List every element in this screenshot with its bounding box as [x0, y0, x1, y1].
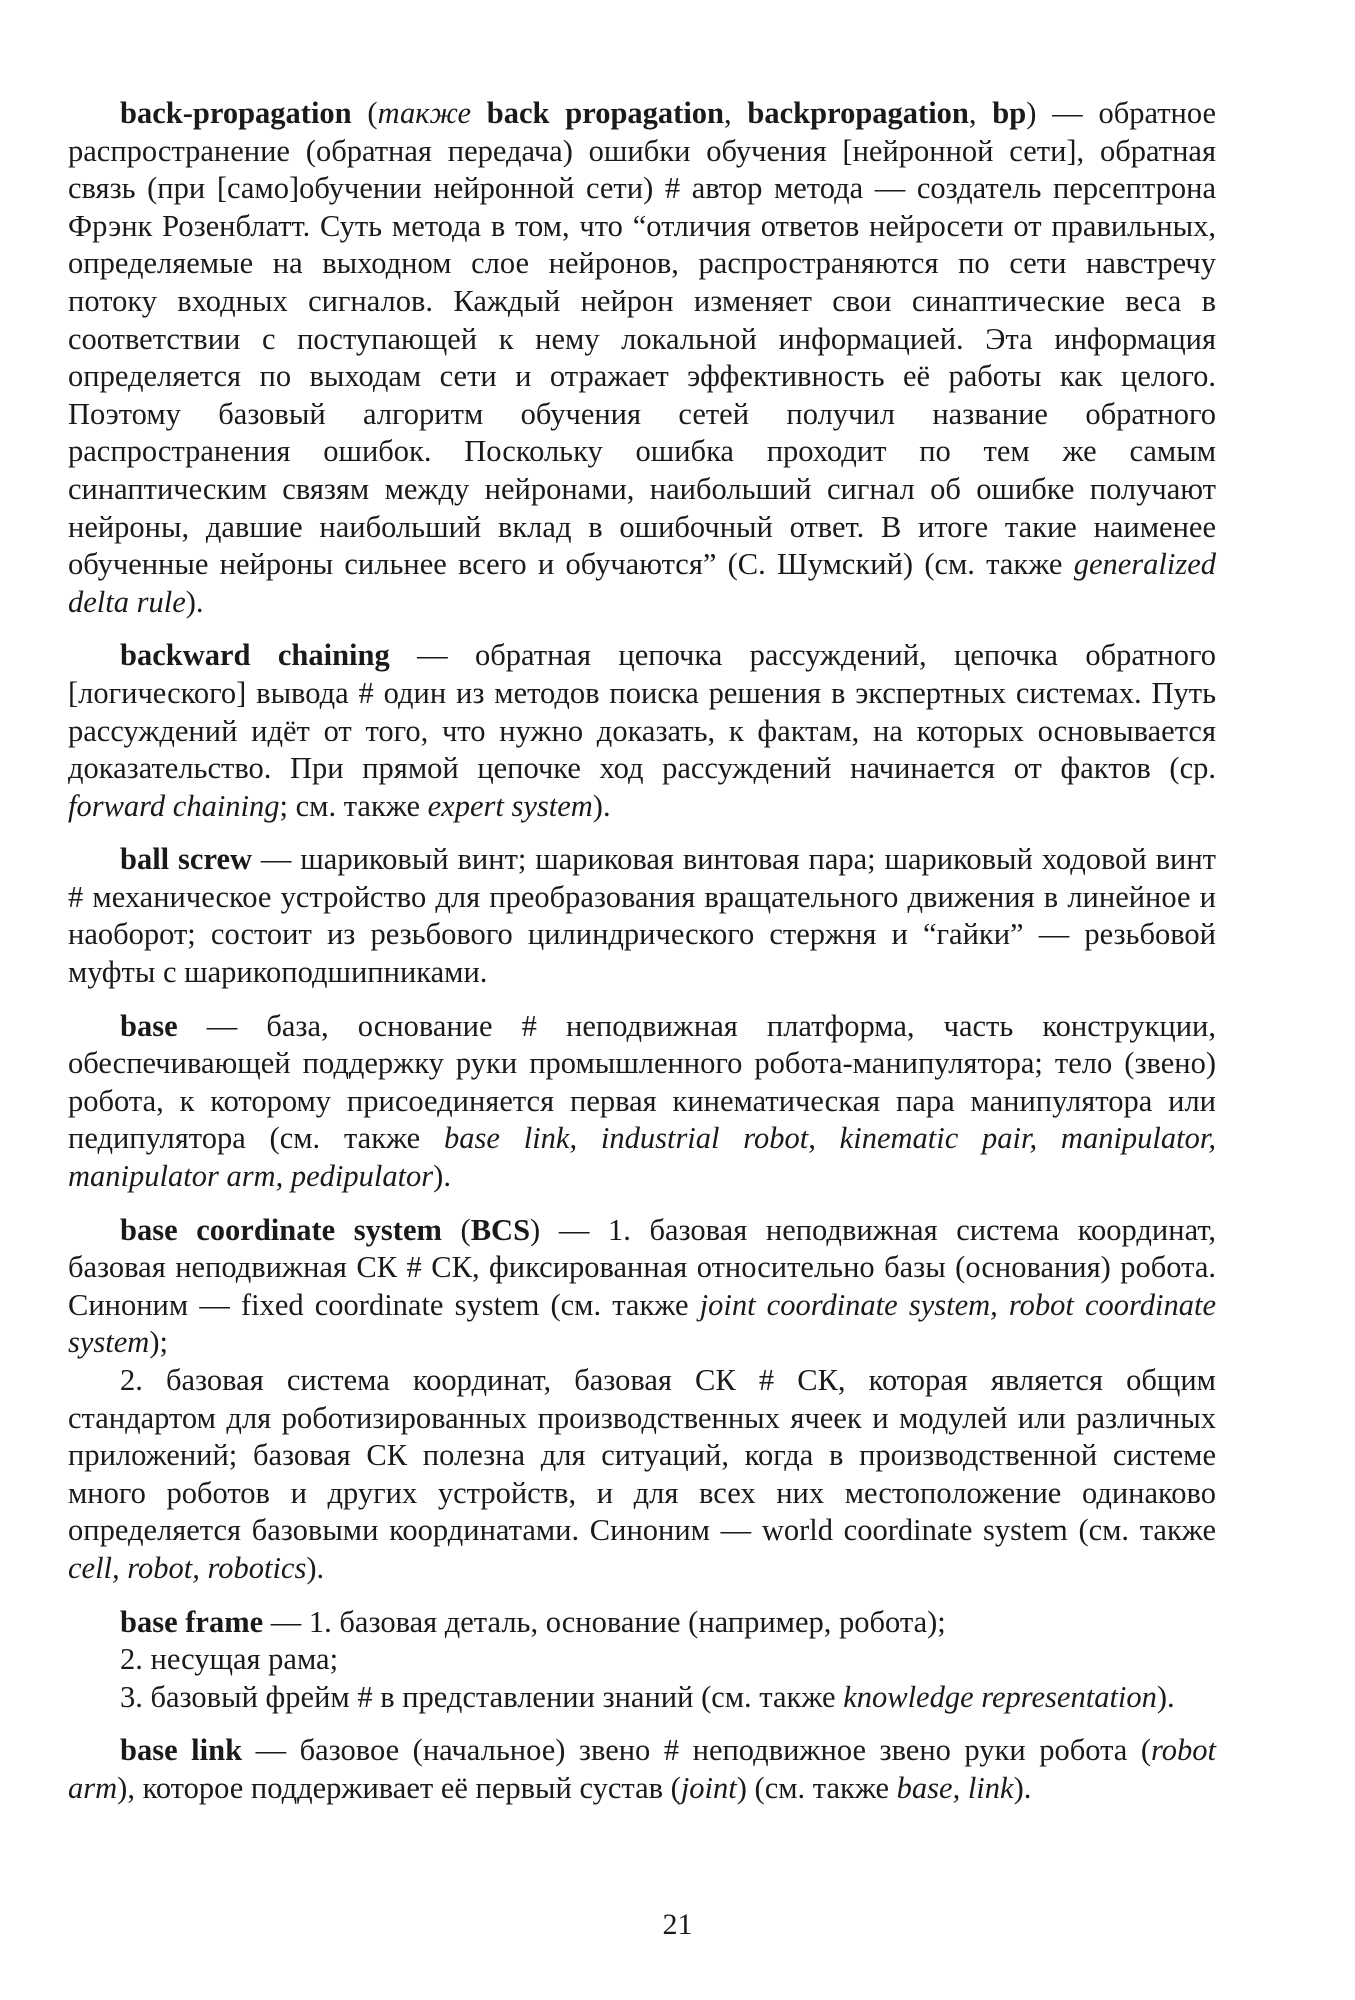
dictionary-entry [68, 637, 1216, 825]
entry-paragraph [68, 95, 1216, 621]
definition-text: — 1. базовая деталь, основание (например, робота); [263, 1604, 946, 1639]
definition-text: ). [306, 1550, 325, 1585]
definition-text: 2. несущая рама; [120, 1642, 339, 1677]
italic-reference: robot arm [68, 1733, 1216, 1805]
entry-term: base coordinate system [120, 1212, 442, 1247]
definition-text: 3. базовый фрейм # в представлении знаний (см. также [120, 1679, 844, 1714]
italic-reference: generalized delta rule [68, 547, 1216, 619]
dictionary-entry [68, 95, 1216, 621]
definition-text: — обратная цепочка рассуждений, цепочка обратного [логического] вывода # один из методов поиска решения в экспертных системах. Путь рассуждений идёт от того, что нужно доказать, к фактам, на которых основывается доказательство. При прямой цепочке ход рассуждений начинается от фактов (ср. [68, 638, 1216, 786]
entry-subsense [68, 1641, 1216, 1679]
definition-text: — шариковый винт; шариковая винтовая пара; шариковый ходовой винт # механическое устройство для преобразования вращательного движения в линейное и наоборот; состоит из резьбового цилиндрического стержня и “гайки” — резьбовой муфты с шарикоподшипниками. [68, 842, 1216, 990]
definition-text: , [724, 96, 748, 130]
definition-text: 2. базовая система координат, базовая СК # СК, которая является общим стандартом для роботизированных производственных ячеек и модулей или различных приложений; базовая СК полезна для ситуаций, когда в производственной системе много роботов и других устройств, и для всех них местоположение одинаково определяется базовыми координатами. Синоним — world coordinate system (см. также [68, 1363, 1216, 1548]
entry-term: base link [120, 1733, 243, 1768]
dictionary-entry [68, 1008, 1216, 1196]
entry-paragraph [68, 637, 1216, 825]
entry-paragraph [68, 1212, 1216, 1362]
definition-text: ( [351, 96, 378, 130]
entry-paragraph [68, 1604, 1216, 1642]
entry-subsense [68, 1679, 1216, 1717]
definition-text: ). [592, 788, 611, 823]
italic-reference: также [377, 96, 471, 130]
term-variant: back propagation [486, 96, 725, 130]
italic-reference: base link, industrial robot, kinematic pair, manipulator, manipulator arm, pedipulator [68, 1121, 1216, 1194]
definition-text: — база, основание # неподвижная платформа, часть конструкции, обеспечивающей поддержку руки промышленного робота-манипулятора; тело (звено) робота, к которому присоединяется первая кинематическая пара манипулятора или педипулятора (см. также [68, 1008, 1216, 1156]
definition-text: ). [433, 1159, 451, 1194]
definition-text: ), которое поддерживает её первый сустав ( [117, 1770, 681, 1805]
entry-term: base [120, 1008, 178, 1043]
entry-term: back-propagation [120, 96, 352, 130]
definition-text: ) — обратное распространение (обратная передача) ошибки обучения [нейронной сети], обратная связь (при [само]обучении нейронной сети) # автор метода — создатель персептрона Фрэнк Розенблатт. Суть метода в том, что “отличия ответов нейросети от правильных, определяемые на выходном слое нейронов, распространяются по сети навстречу потоку входных сигналов. Каждый нейрон изменяет свои синаптические веса в соответствии с поступающей к нему локальной информацией. Эта информация определяется по выходам сети и отражает эффективность её работы как целого. Поэтому базовый алгоритм обучения сетей получил название обратного распространения ошибок. Поскольку ошибка проходит по тем же самым синаптическим связям между нейронами, наибольший сигнал об ошибке получают нейроны, давшие наибольший вклад в ошибочный ответ. В итоге такие наименее обученные нейроны сильнее всего и обучаются” (С. Шумский) (см. также [68, 96, 1217, 582]
entry-term: backward chaining [120, 638, 390, 673]
definition-text: , [968, 96, 993, 130]
dictionary-entry [68, 1732, 1216, 1807]
italic-reference: cell, robot, robotics [68, 1550, 307, 1585]
dictionary-entry [68, 841, 1216, 991]
italic-reference: knowledge representation [843, 1679, 1157, 1714]
entry-subsense [68, 1362, 1216, 1588]
page-number: 21 [662, 1908, 693, 1941]
italic-reference: joint coordinate system, robot coordinate system [68, 1287, 1217, 1360]
dictionary-entries [68, 95, 1216, 1824]
entry-paragraph [68, 841, 1216, 991]
definition-text: ; см. также [279, 788, 428, 823]
definition-text: ). [1156, 1679, 1175, 1714]
entry-term: ball screw [120, 842, 253, 877]
dictionary-entry [68, 1604, 1216, 1717]
italic-reference: expert system [427, 788, 593, 823]
definition-text: ) — 1. базовая неподвижная система координат, базовая неподвижная СК # СК, фиксированная относительно базы (основания) робота. Синоним — fixed coordinate system (см. также [68, 1212, 1216, 1322]
italic-reference: base, link [896, 1770, 1014, 1805]
definition-text [471, 96, 487, 130]
italic-reference: joint [680, 1770, 737, 1805]
definition-text: ( [441, 1212, 471, 1247]
dictionary-entry [68, 1212, 1216, 1588]
term-variant: backpropagation [747, 96, 969, 130]
definition-text: ). [1013, 1770, 1032, 1805]
definition-text: ) (см. также [736, 1770, 897, 1805]
definition-text: — базовое (начальное) звено # неподвижное звено руки робота ( [242, 1733, 1152, 1768]
entry-term: base frame [120, 1604, 264, 1639]
entry-paragraph [68, 1732, 1216, 1807]
term-variant: BCS [470, 1212, 531, 1247]
definition-text: ); [149, 1325, 168, 1360]
italic-reference: forward chaining [68, 788, 280, 823]
definition-text: ). [185, 584, 204, 619]
term-variant: bp [992, 96, 1027, 130]
entry-paragraph [68, 1008, 1216, 1196]
